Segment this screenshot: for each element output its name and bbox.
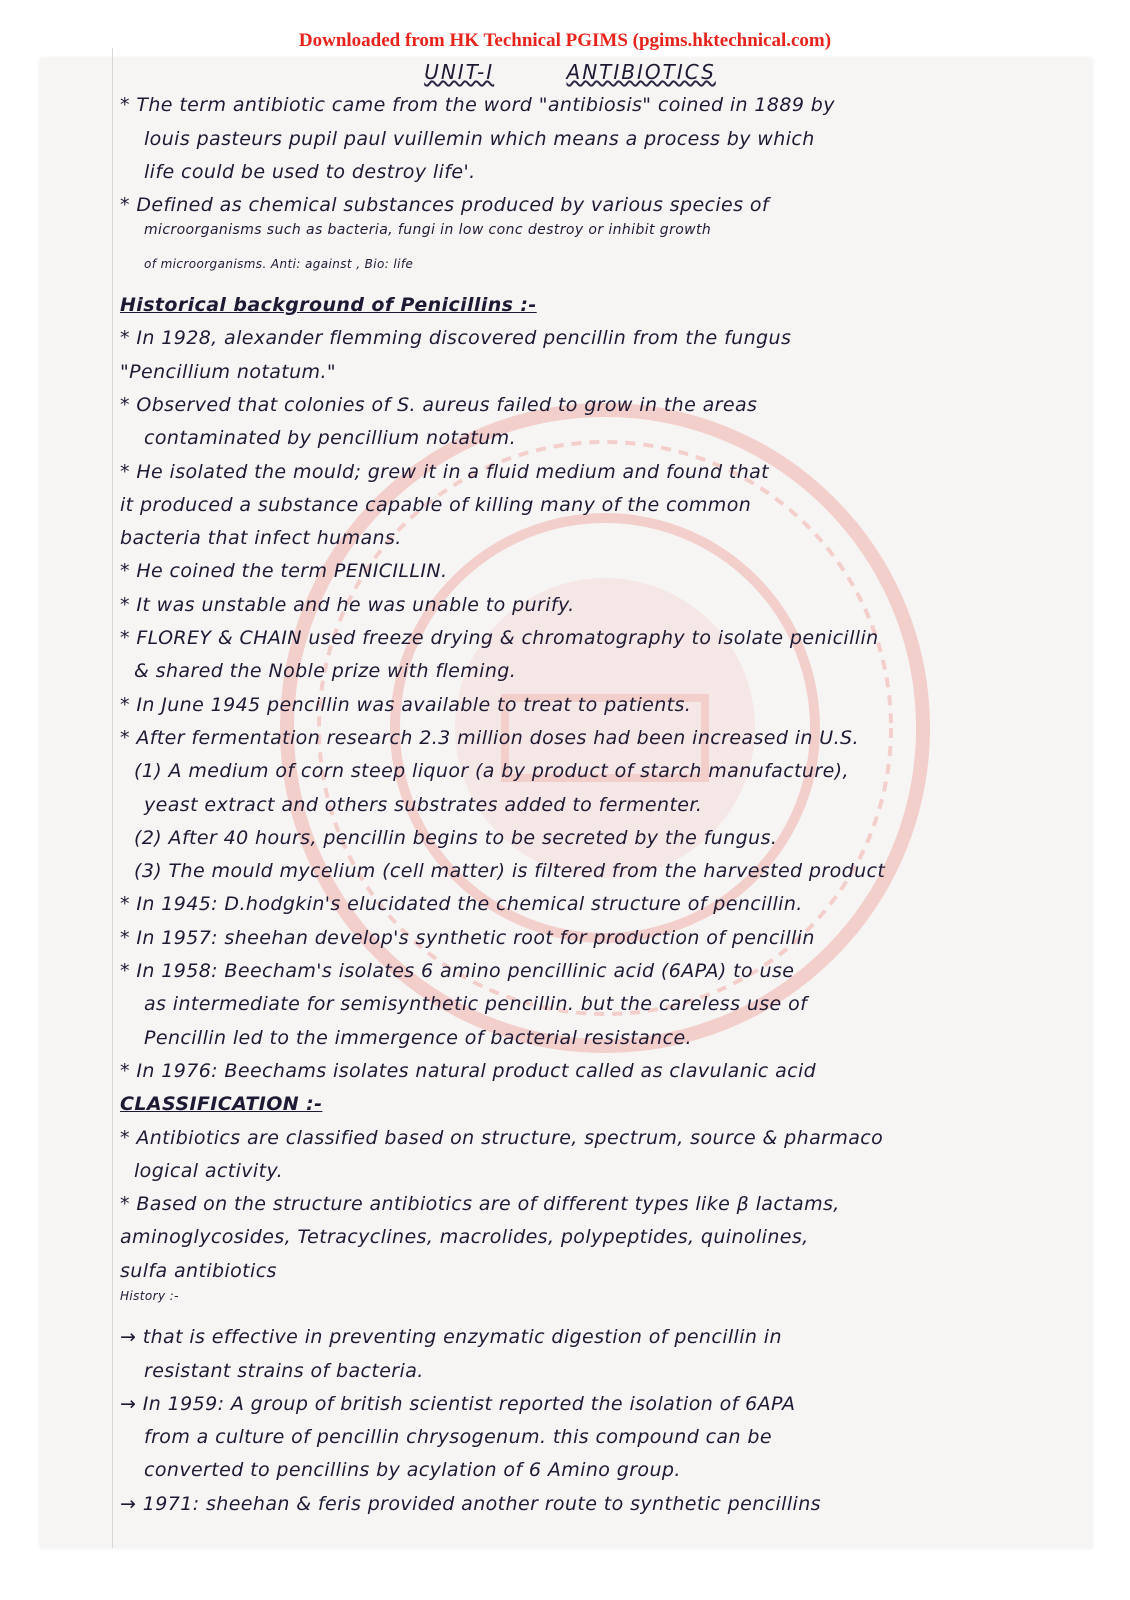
download-banner: Downloaded from HK Technical PGIMS (pgims.hktechnical.com): [298, 30, 832, 51]
note-line: * Defined as chemical substances produced by various species of: [120, 194, 769, 217]
note-line: & shared the Noble prize with fleming.: [134, 660, 517, 683]
note-line: "Pencillium notatum.": [120, 360, 337, 383]
note-line: bacteria that infect humans.: [120, 527, 402, 550]
note-line: * In 1957: sheehan develop's synthetic root for production of pencillin: [120, 926, 815, 949]
note-line: resistant strains of bacteria.: [144, 1359, 424, 1382]
section-heading-history-note: History :-: [120, 1288, 179, 1303]
note-line: * He coined the term PENICILLIN.: [120, 560, 448, 583]
note-line: sulfa antibiotics: [120, 1259, 277, 1282]
unit-label: UNIT-I: [424, 60, 495, 84]
note-line: * It was unstable and he was unable to purify.: [120, 593, 575, 616]
note-line: louis pasteurs pupil paul vuillemin which means a process by which: [144, 127, 815, 150]
note-line: converted to pencillins by acylation of 6 Amino group.: [144, 1459, 681, 1482]
page-heading: [120, 56, 1020, 89]
note-line: microorganisms such as bacteria, fungi in low conc destroy or inhibit growth: [144, 222, 712, 239]
note-line: → 1971: sheehan & feris provided another route to synthetic pencillins: [120, 1492, 821, 1515]
page-margin-rule: [112, 48, 113, 1548]
note-line: it produced a substance capable of killing many of the common: [120, 493, 752, 516]
note-line: * FLOREY & CHAIN used freeze drying & chromatography to isolate penicillin: [120, 627, 879, 650]
note-line: logical activity.: [134, 1159, 284, 1182]
note-line: * In 1928, alexander flemming discovered pencillin from the fungus: [120, 327, 792, 350]
note-line: Pencillin led to the immergence of bacterial resistance.: [144, 1026, 692, 1049]
note-line: * Based on the structure antibiotics are of different types like β lactams,: [120, 1193, 840, 1216]
handwritten-notes: [120, 56, 1020, 1521]
note-line: * The term antibiotic came from the word "antibiosis" coined in 1889 by: [120, 94, 835, 117]
note-line: * In 1945: D.hodgkin's elucidated the chemical structure of pencillin.: [120, 893, 803, 916]
note-line: * Observed that colonies of S. aureus failed to grow in the areas: [120, 393, 758, 416]
note-line: → that is effective in preventing enzymatic digestion of pencillin in: [120, 1326, 782, 1349]
note-line: life could be used to destroy life'.: [144, 160, 476, 183]
note-line: of microorganisms. Anti: against , Bio: life: [144, 256, 414, 271]
note-line: * In 1976: Beechams isolates natural product called as clavulanic acid: [120, 1059, 817, 1082]
note-line: * In June 1945 pencillin was available to treat to patients.: [120, 693, 692, 716]
note-line: * After fermentation research 2.3 million doses had been increased in U.S.: [120, 726, 859, 749]
note-line: contaminated by pencillium notatum.: [144, 427, 517, 450]
section-heading-classification: CLASSIFICATION :-: [120, 1093, 323, 1116]
section-heading-history: Historical background of Penicillins :-: [120, 294, 537, 317]
note-line: yeast extract and others substrates added to fermenter.: [144, 793, 703, 816]
note-line: from a culture of pencillin chrysogenum. this compound can be: [144, 1426, 772, 1449]
note-line: (1) A medium of corn steep liquor (a by product of starch manufacture),: [134, 760, 849, 783]
topic-label: ANTIBIOTICS: [566, 60, 716, 84]
note-line: as intermediate for semisynthetic pencillin. but the careless use of: [144, 993, 808, 1016]
note-line: (2) After 40 hours, pencillin begins to be secreted by the fungus.: [134, 826, 778, 849]
note-line: * He isolated the mould; grew it in a fluid medium and found that: [120, 460, 770, 483]
note-line: (3) The mould mycelium (cell matter) is filtered from the harvested product: [134, 860, 886, 883]
note-line: → In 1959: A group of british scientist reported the isolation of 6APA: [120, 1392, 796, 1415]
note-line: * In 1958: Beecham's isolates 6 amino pencillinic acid (6APA) to use: [120, 960, 795, 983]
note-line: * Antibiotics are classified based on structure, spectrum, source & pharmaco: [120, 1126, 884, 1149]
note-line: aminoglycosides, Tetracyclines, macrolides, polypeptides, quinolines,: [120, 1226, 809, 1249]
